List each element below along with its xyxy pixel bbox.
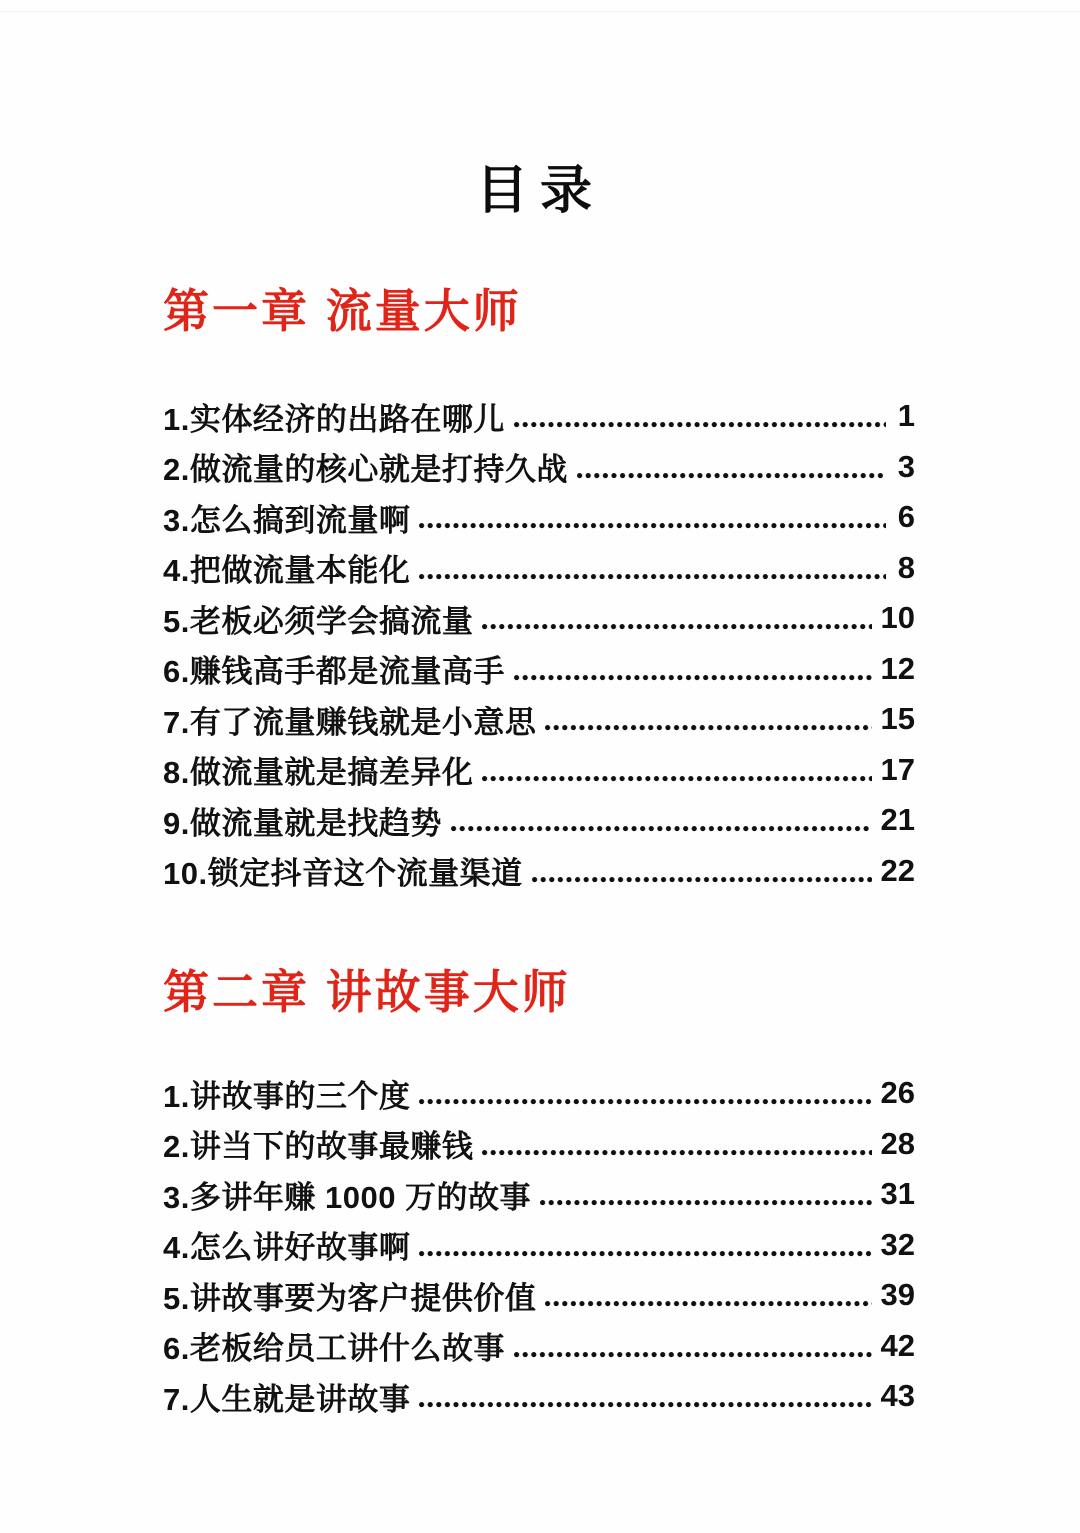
toc-entry-page: 21 <box>880 802 915 838</box>
toc-entry <box>163 644 915 695</box>
toc-entry-page: 17 <box>880 751 915 787</box>
toc-entry <box>163 1119 915 1170</box>
toc-entry-label: 4.把做流量本能化 <box>163 553 411 589</box>
toc-entry-page: 15 <box>880 701 915 737</box>
toc-entry-label: 6.老板给员工讲什么故事 <box>163 1331 505 1367</box>
toc-entry-label: 3.多讲年赚 1000 万的故事 <box>163 1179 532 1215</box>
toc-entry-page: 39 <box>880 1277 915 1313</box>
dot-leader <box>545 1301 871 1307</box>
dot-leader <box>451 826 872 832</box>
toc-entry <box>163 745 915 796</box>
chapter-2-entry-list <box>163 1068 915 1422</box>
toc-entry <box>163 543 915 594</box>
toc-entry-label: 2.讲当下的故事最赚钱 <box>163 1129 474 1165</box>
toc-entry-page: 28 <box>880 1125 915 1161</box>
dot-leader <box>482 1150 871 1156</box>
toc-entry-page: 10 <box>880 600 915 636</box>
toc-entry-page: 3 <box>897 448 915 484</box>
dot-leader <box>532 877 872 883</box>
toc-entry-page: 1 <box>897 398 915 434</box>
dot-leader <box>419 1251 871 1257</box>
scan-artifact-line <box>0 11 1080 12</box>
dot-leader <box>540 1200 871 1206</box>
toc-entry <box>163 1220 915 1271</box>
toc-entry-label: 5.讲故事要为客户提供价值 <box>163 1280 537 1316</box>
toc-entry-label: 1.实体经济的出路在哪儿 <box>163 401 505 437</box>
chapter-1-heading: 第一章 流量大师 <box>163 285 522 337</box>
toc-entry-label: 3.怎么搞到流量啊 <box>163 502 411 538</box>
dot-leader <box>419 574 886 580</box>
toc-entry <box>163 1270 915 1321</box>
toc-entry <box>163 1371 915 1422</box>
toc-entry-label: 2.做流量的核心就是打持久战 <box>163 452 568 488</box>
dot-leader <box>482 776 871 782</box>
chapter-section-2 <box>163 956 915 1422</box>
toc-entry-label: 4.怎么讲好故事啊 <box>163 1230 411 1266</box>
toc-entry-page: 31 <box>880 1176 915 1212</box>
toc-entry <box>163 1321 915 1372</box>
toc-entry-label: 1.讲故事的三个度 <box>163 1078 411 1114</box>
dot-leader <box>419 1099 871 1105</box>
toc-entry-page: 42 <box>880 1327 915 1363</box>
toc-entry-page: 43 <box>880 1378 915 1414</box>
chapter-section-1 <box>163 275 915 896</box>
toc-entry-page: 22 <box>880 852 915 888</box>
dot-leader <box>419 1402 871 1408</box>
toc-entry-page: 8 <box>897 549 915 585</box>
toc-entry-label: 6.赚钱高手都是流量高手 <box>163 654 505 690</box>
toc-entry <box>163 391 915 442</box>
toc-entry-page: 12 <box>880 650 915 686</box>
page-title: 目录 <box>475 162 604 220</box>
toc-entry <box>163 1068 915 1119</box>
toc-entry-label: 7.人生就是讲故事 <box>163 1381 411 1417</box>
toc-entry-label: 8.做流量就是搞差异化 <box>163 755 474 791</box>
toc-entry <box>163 442 915 493</box>
dot-leader <box>545 725 871 731</box>
dot-leader <box>514 675 872 681</box>
toc-entry <box>163 593 915 644</box>
dot-leader <box>577 473 886 479</box>
dot-leader <box>482 624 871 630</box>
toc-entry <box>163 1169 915 1220</box>
toc-entry <box>163 694 915 745</box>
chapter-1-entry-list <box>163 391 915 896</box>
toc-entry-page: 32 <box>880 1226 915 1262</box>
toc-entry-label: 9.做流量就是找趋势 <box>163 805 442 841</box>
toc-entry <box>163 492 915 543</box>
dot-leader <box>419 523 886 529</box>
toc-entry <box>163 846 915 897</box>
dot-leader <box>514 422 886 428</box>
chapter-2-heading: 第二章 讲故事大师 <box>163 966 571 1018</box>
toc-entry-label: 7.有了流量赚钱就是小意思 <box>163 704 537 740</box>
toc-entry-label: 10.锁定抖音这个流量渠道 <box>163 856 523 892</box>
dot-leader <box>514 1352 872 1358</box>
toc-entry-page: 6 <box>897 499 915 535</box>
toc-entry-page: 26 <box>880 1075 915 1111</box>
toc-entry <box>163 795 915 846</box>
toc-entry-label: 5.老板必须学会搞流量 <box>163 603 474 639</box>
